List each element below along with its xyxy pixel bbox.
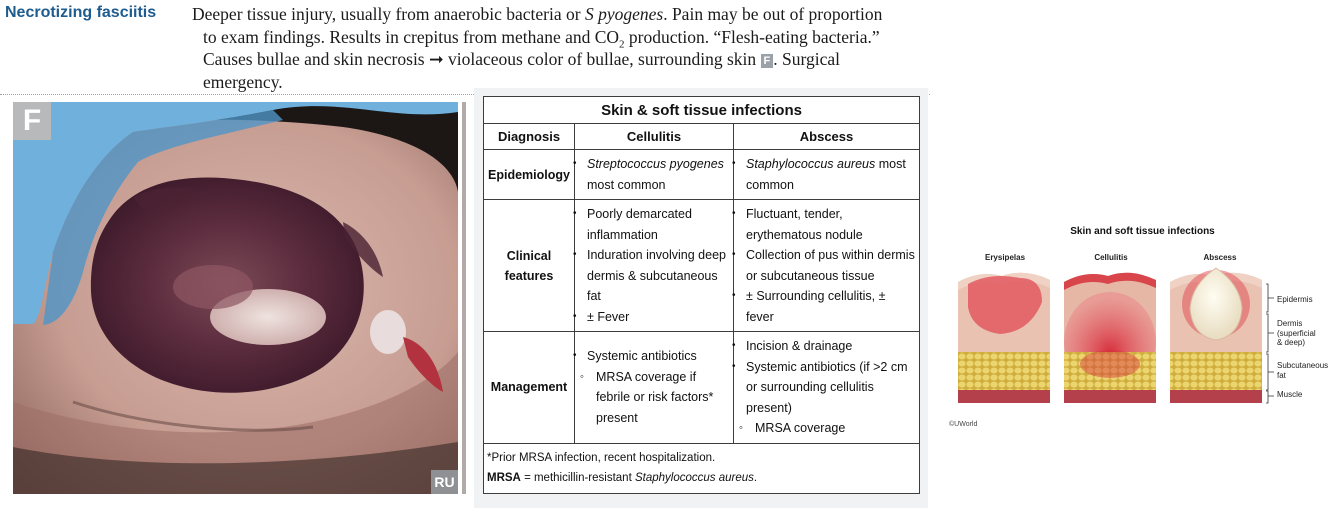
abbreviation-term: MRSA <box>487 472 521 484</box>
desc-text: to exam findings. Results in crepitus from methane and CO <box>203 26 620 47</box>
illustration-title: Skin and soft tissue infections <box>1070 226 1215 237</box>
row-label: Management <box>484 332 575 444</box>
column-header-diagnosis: Diagnosis <box>484 124 575 150</box>
desc-text: . Pain may be out of proportion <box>663 4 883 24</box>
list-item <box>734 154 916 195</box>
desc-subscript: 2 <box>619 38 625 50</box>
sub-list-item: ◦ MRSA coverage if febrile or risk factors* present <box>575 367 730 429</box>
cellulitis-block <box>1064 273 1156 403</box>
panel-label-cellulitis: Cellulitis <box>1094 253 1128 262</box>
desc-italic: S pyogenes <box>584 4 664 24</box>
abbreviation-end: . <box>753 472 758 484</box>
entry-header <box>0 0 930 95</box>
abscess-management <box>734 332 920 444</box>
list-item: • Systemic antibiotics <box>575 346 730 367</box>
list-item <box>575 154 730 195</box>
layer-label-dermis: Dermis (superficial & deep) <box>1277 319 1316 347</box>
list-item: • Fluctuant, tender, erythematous nodule <box>734 204 916 245</box>
layer-label-epidermis: Epidermis <box>1277 295 1313 304</box>
desc-text: production. “Flesh-eating bacteria.” <box>624 26 880 47</box>
panel-label-abscess: Abscess <box>1203 253 1237 262</box>
row-label: Epidemiology <box>484 150 575 200</box>
sub-list-item: ◦ MRSA coverage <box>734 418 916 439</box>
desc-line-1 <box>192 3 912 26</box>
table-footnote <box>484 443 920 493</box>
layer-brackets <box>1266 284 1274 403</box>
abbreviation-text: = methicillin-resistant <box>520 472 635 484</box>
abscess-clinical-features <box>734 200 920 332</box>
copyright-notice: ©UWorld <box>949 421 978 428</box>
cellulitis-management <box>575 332 734 444</box>
erysipelas-block <box>958 273 1050 403</box>
list-item: • ± Fever <box>575 307 730 328</box>
skin-infection-table <box>483 96 920 494</box>
cellulitis-clinical-features <box>575 200 734 332</box>
list-item: • Induration involving deep dermis & subcutaneous fat <box>575 245 730 307</box>
list-item: • Poorly demarcated inflammation <box>575 204 730 245</box>
abscess-epidemiology <box>734 150 920 200</box>
entry-description <box>192 3 912 93</box>
column-header-abscess: Abscess <box>734 124 920 150</box>
row-label: Clinical features <box>484 200 575 332</box>
abbreviation-line <box>487 468 916 489</box>
desc-text: . Surgical <box>773 49 841 69</box>
list-item: • Collection of pus within dermis or subcutaneous tissue <box>734 245 916 286</box>
cellulitis-epidemiology <box>575 150 734 200</box>
entry-term: Necrotizing fasciitis <box>5 4 157 21</box>
abbreviation-organism: Staphylococcus aureus <box>634 472 754 484</box>
organism-name: Staphylococcus aureus <box>746 157 876 171</box>
list-item: • Systemic antibiotics (if >2 cm or surrounding cellulitis present) <box>734 357 916 419</box>
footnote-text: *Prior MRSA infection, recent hospitalization. <box>487 451 716 464</box>
table-row-epidemiology <box>484 150 920 200</box>
abscess-block <box>1170 268 1262 403</box>
layer-label-subcutaneous-fat: Subcutaneous fat <box>1277 361 1329 380</box>
photo-credit: RU <box>431 470 458 494</box>
desc-text: Causes bullae and skin necrosis ➞ violaceous color of bullae, surrounding skin <box>203 49 761 69</box>
figure-letter-label: F <box>13 102 51 140</box>
table-row-management <box>484 332 920 444</box>
desc-line-3 <box>192 48 912 71</box>
list-item: • Incision & drainage <box>734 336 916 357</box>
clinical-photo <box>13 102 458 494</box>
table-header-row <box>484 124 920 150</box>
table-footnote-row <box>484 443 920 493</box>
desc-line-2 <box>192 26 912 49</box>
column-header-cellulitis: Cellulitis <box>575 124 734 150</box>
skin-layers-diagram <box>950 262 1280 407</box>
list-item: • ± Surrounding cellulitis, ± fever <box>734 286 916 327</box>
desc-line-4: emergency. <box>203 71 283 92</box>
desc-text: Deeper tissue injury, usually from anaerobic bacteria or <box>192 4 585 24</box>
table-title: Skin & soft tissue infections <box>484 97 920 124</box>
figure-reference-badge[interactable]: F <box>761 54 774 68</box>
table-row-clinical-features <box>484 200 920 332</box>
skin-infection-table-panel <box>474 88 928 508</box>
organism-name: Streptococcus pyogenes <box>587 157 724 171</box>
necrotizing-fasciitis-image <box>13 102 458 494</box>
layer-label-muscle: Muscle <box>1277 390 1303 399</box>
adjacent-image-edge <box>462 102 466 494</box>
item-text: most common <box>587 177 666 192</box>
item-text: most common <box>746 157 906 192</box>
panel-label-erysipelas: Erysipelas <box>984 253 1026 262</box>
